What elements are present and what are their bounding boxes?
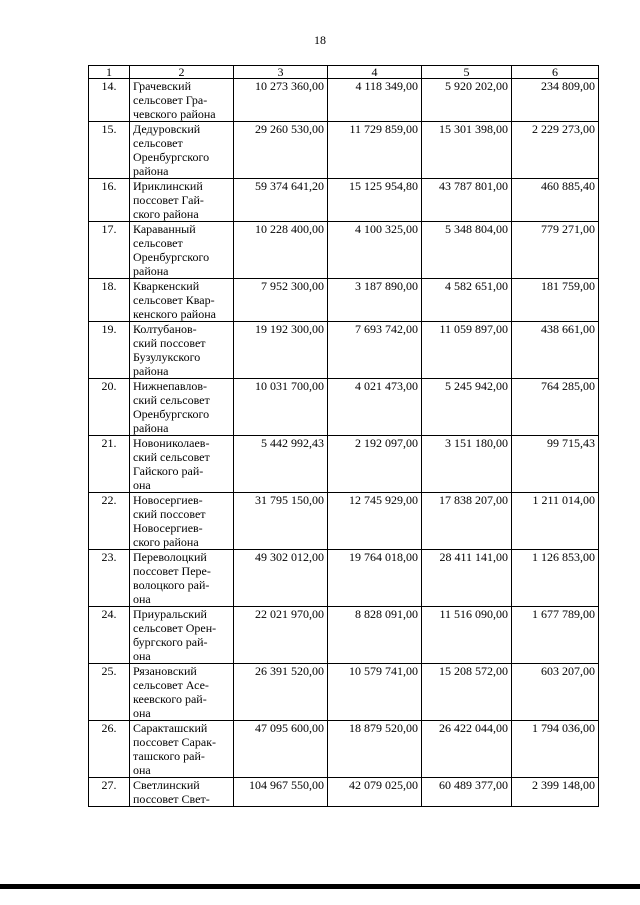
amount-column-4: 15 125 954,80 bbox=[328, 179, 422, 222]
amount-column-3: 7 952 300,00 bbox=[234, 279, 328, 322]
amount-column-4: 4 100 325,00 bbox=[328, 222, 422, 279]
municipality-name-line: Оренбургского bbox=[133, 150, 210, 164]
table-row bbox=[89, 279, 599, 322]
municipality-name-line: ский поссовет bbox=[133, 336, 206, 350]
municipality-name bbox=[130, 79, 234, 122]
table-row bbox=[89, 493, 599, 550]
column-header-3: 3 bbox=[234, 66, 328, 79]
amount-column-6: 99 715,43 bbox=[512, 436, 599, 493]
municipality-name-line: Нижнепавлов- bbox=[133, 379, 208, 393]
municipality-name-line: она bbox=[133, 706, 151, 720]
amount-column-6: 1 211 014,00 bbox=[512, 493, 599, 550]
row-number: 20. bbox=[89, 379, 130, 436]
row-number: 26. bbox=[89, 721, 130, 778]
amount-column-6: 181 759,00 bbox=[512, 279, 599, 322]
municipality-name-line: Светлинский bbox=[133, 778, 200, 792]
amount-column-4: 42 079 025,00 bbox=[328, 778, 422, 807]
amount-column-6: 2 229 273,00 bbox=[512, 122, 599, 179]
amount-column-4: 11 729 859,00 bbox=[328, 122, 422, 179]
municipality-name-line: волоцкого рай- bbox=[133, 578, 210, 592]
amount-column-3: 10 031 700,00 bbox=[234, 379, 328, 436]
municipality-name bbox=[130, 322, 234, 379]
table-row bbox=[89, 322, 599, 379]
municipality-name-line: ского района bbox=[133, 207, 199, 221]
table-row bbox=[89, 664, 599, 721]
amount-column-4: 4 118 349,00 bbox=[328, 79, 422, 122]
amount-column-5: 28 411 141,00 bbox=[422, 550, 512, 607]
row-number: 15. bbox=[89, 122, 130, 179]
amount-column-5: 17 838 207,00 bbox=[422, 493, 512, 550]
municipality-name-line: Новосергиев- bbox=[133, 521, 203, 535]
amount-column-4: 2 192 097,00 bbox=[328, 436, 422, 493]
table-row bbox=[89, 79, 599, 122]
amount-column-6: 438 661,00 bbox=[512, 322, 599, 379]
row-number: 24. bbox=[89, 607, 130, 664]
municipality-name-line: Колтубанов- bbox=[133, 322, 197, 336]
municipality-name-line: Новосергиев- bbox=[133, 493, 203, 507]
amount-column-6: 603 207,00 bbox=[512, 664, 599, 721]
municipality-name bbox=[130, 179, 234, 222]
municipality-name bbox=[130, 778, 234, 807]
column-header-2: 2 bbox=[130, 66, 234, 79]
municipality-name-line: Новониколаев- bbox=[133, 436, 210, 450]
municipality-name bbox=[130, 493, 234, 550]
amount-column-5: 5 348 804,00 bbox=[422, 222, 512, 279]
municipality-name-line: района bbox=[133, 264, 169, 278]
municipality-name bbox=[130, 436, 234, 493]
amount-column-3: 26 391 520,00 bbox=[234, 664, 328, 721]
amount-column-6: 779 271,00 bbox=[512, 222, 599, 279]
municipality-name-line: ский сельсовет bbox=[133, 393, 210, 407]
municipality-name-line: она bbox=[133, 649, 151, 663]
municipality-name-line: сельсовет Орен- bbox=[133, 621, 217, 635]
municipality-name-line: Бузулукского bbox=[133, 350, 201, 364]
municipality-name-line: сельсовет Асе- bbox=[133, 678, 209, 692]
municipality-name-line: Грачевский bbox=[133, 79, 191, 93]
municipality-name-line: она bbox=[133, 763, 151, 777]
municipality-name-line: ский сельсовет bbox=[133, 450, 210, 464]
amount-column-4: 3 187 890,00 bbox=[328, 279, 422, 322]
table-row bbox=[89, 122, 599, 179]
municipality-name-line: Гайского рай- bbox=[133, 464, 204, 478]
table-row bbox=[89, 379, 599, 436]
amount-column-3: 59 374 641,20 bbox=[234, 179, 328, 222]
municipality-name bbox=[130, 222, 234, 279]
municipality-name-line: района bbox=[133, 421, 169, 435]
municipality-name-line: сельсовет bbox=[133, 136, 183, 150]
row-number: 18. bbox=[89, 279, 130, 322]
amount-column-5: 11 516 090,00 bbox=[422, 607, 512, 664]
column-number-row bbox=[89, 66, 599, 79]
row-number: 22. bbox=[89, 493, 130, 550]
row-number: 23. bbox=[89, 550, 130, 607]
amount-column-4: 7 693 742,00 bbox=[328, 322, 422, 379]
municipality-name-line: Караванный bbox=[133, 222, 196, 236]
page-number: 18 bbox=[314, 33, 326, 47]
bottom-rule bbox=[0, 884, 640, 889]
municipality-name bbox=[130, 379, 234, 436]
municipality-name-line: чевского района bbox=[133, 107, 216, 121]
amount-column-6: 2 399 148,00 bbox=[512, 778, 599, 807]
table-row bbox=[89, 721, 599, 778]
amount-column-4: 12 745 929,00 bbox=[328, 493, 422, 550]
column-header-4: 4 bbox=[328, 66, 422, 79]
municipality-name-line: Ириклинский bbox=[133, 179, 203, 193]
amount-column-3: 5 442 992,43 bbox=[234, 436, 328, 493]
municipality-name-line: ский поссовет bbox=[133, 507, 206, 521]
amount-column-5: 3 151 180,00 bbox=[422, 436, 512, 493]
column-header-5: 5 bbox=[422, 66, 512, 79]
municipality-name-line: Кваркенский bbox=[133, 279, 200, 293]
municipality-name-line: поссовет Пере- bbox=[133, 564, 211, 578]
municipality-name-line: поссовет Свет- bbox=[133, 792, 210, 806]
amount-column-5: 4 582 651,00 bbox=[422, 279, 512, 322]
amount-column-3: 49 302 012,00 bbox=[234, 550, 328, 607]
municipality-name-line: района bbox=[133, 364, 169, 378]
amount-column-3: 47 095 600,00 bbox=[234, 721, 328, 778]
municipality-name bbox=[130, 607, 234, 664]
amount-column-5: 11 059 897,00 bbox=[422, 322, 512, 379]
amount-column-5: 5 920 202,00 bbox=[422, 79, 512, 122]
budget-table bbox=[88, 65, 599, 807]
municipality-name bbox=[130, 550, 234, 607]
amount-column-4: 18 879 520,00 bbox=[328, 721, 422, 778]
municipality-name-line: она bbox=[133, 592, 151, 606]
municipality-name-line: сельсовет bbox=[133, 236, 183, 250]
municipality-name bbox=[130, 122, 234, 179]
row-number: 25. bbox=[89, 664, 130, 721]
municipality-name-line: бургского рай- bbox=[133, 635, 208, 649]
amount-column-3: 22 021 970,00 bbox=[234, 607, 328, 664]
amount-column-3: 10 273 360,00 bbox=[234, 79, 328, 122]
amount-column-3: 31 795 150,00 bbox=[234, 493, 328, 550]
table-row bbox=[89, 436, 599, 493]
table-row bbox=[89, 550, 599, 607]
amount-column-3: 10 228 400,00 bbox=[234, 222, 328, 279]
amount-column-6: 234 809,00 bbox=[512, 79, 599, 122]
amount-column-6: 460 885,40 bbox=[512, 179, 599, 222]
amount-column-3: 104 967 550,00 bbox=[234, 778, 328, 807]
amount-column-5: 43 787 801,00 bbox=[422, 179, 512, 222]
row-number: 17. bbox=[89, 222, 130, 279]
amount-column-5: 15 301 398,00 bbox=[422, 122, 512, 179]
municipality-name-line: кеевского рай- bbox=[133, 692, 207, 706]
amount-column-6: 1 677 789,00 bbox=[512, 607, 599, 664]
amount-column-5: 5 245 942,00 bbox=[422, 379, 512, 436]
municipality-name-line: района bbox=[133, 164, 169, 178]
row-number: 16. bbox=[89, 179, 130, 222]
row-number: 19. bbox=[89, 322, 130, 379]
municipality-name-line: кенского района bbox=[133, 307, 216, 321]
column-header-6: 6 bbox=[512, 66, 599, 79]
table-row bbox=[89, 179, 599, 222]
amount-column-6: 764 285,00 bbox=[512, 379, 599, 436]
amount-column-3: 29 260 530,00 bbox=[234, 122, 328, 179]
amount-column-4: 19 764 018,00 bbox=[328, 550, 422, 607]
municipality-name-line: Оренбургского bbox=[133, 407, 210, 421]
municipality-name-line: ского района bbox=[133, 535, 199, 549]
municipality-name-line: Приуральский bbox=[133, 607, 207, 621]
table-row bbox=[89, 778, 599, 807]
amount-column-5: 26 422 044,00 bbox=[422, 721, 512, 778]
municipality-name bbox=[130, 721, 234, 778]
amount-column-5: 60 489 377,00 bbox=[422, 778, 512, 807]
amount-column-4: 8 828 091,00 bbox=[328, 607, 422, 664]
row-number: 21. bbox=[89, 436, 130, 493]
amount-column-5: 15 208 572,00 bbox=[422, 664, 512, 721]
amount-column-3: 19 192 300,00 bbox=[234, 322, 328, 379]
amount-column-6: 1 794 036,00 bbox=[512, 721, 599, 778]
amount-column-4: 4 021 473,00 bbox=[328, 379, 422, 436]
municipality-name bbox=[130, 279, 234, 322]
amount-column-4: 10 579 741,00 bbox=[328, 664, 422, 721]
municipality-name-line: поссовет Гай- bbox=[133, 193, 204, 207]
table-row bbox=[89, 222, 599, 279]
municipality-name-line: Рязановский bbox=[133, 664, 197, 678]
municipality-name-line: поссовет Сарак- bbox=[133, 735, 217, 749]
municipality-name-line: ташского рай- bbox=[133, 749, 205, 763]
municipality-name-line: сельсовет Гра- bbox=[133, 93, 208, 107]
municipality-name-line: Переволоцкий bbox=[133, 550, 207, 564]
municipality-name-line: она bbox=[133, 478, 151, 492]
municipality-name-line: Саракташский bbox=[133, 721, 208, 735]
table-row bbox=[89, 607, 599, 664]
column-header-1: 1 bbox=[89, 66, 130, 79]
municipality-name bbox=[130, 664, 234, 721]
municipality-name-line: Оренбургского bbox=[133, 250, 210, 264]
municipality-name-line: сельсовет Квар- bbox=[133, 293, 215, 307]
row-number: 14. bbox=[89, 79, 130, 122]
amount-column-6: 1 126 853,00 bbox=[512, 550, 599, 607]
municipality-name-line: Дедуровский bbox=[133, 122, 201, 136]
row-number: 27. bbox=[89, 778, 130, 807]
